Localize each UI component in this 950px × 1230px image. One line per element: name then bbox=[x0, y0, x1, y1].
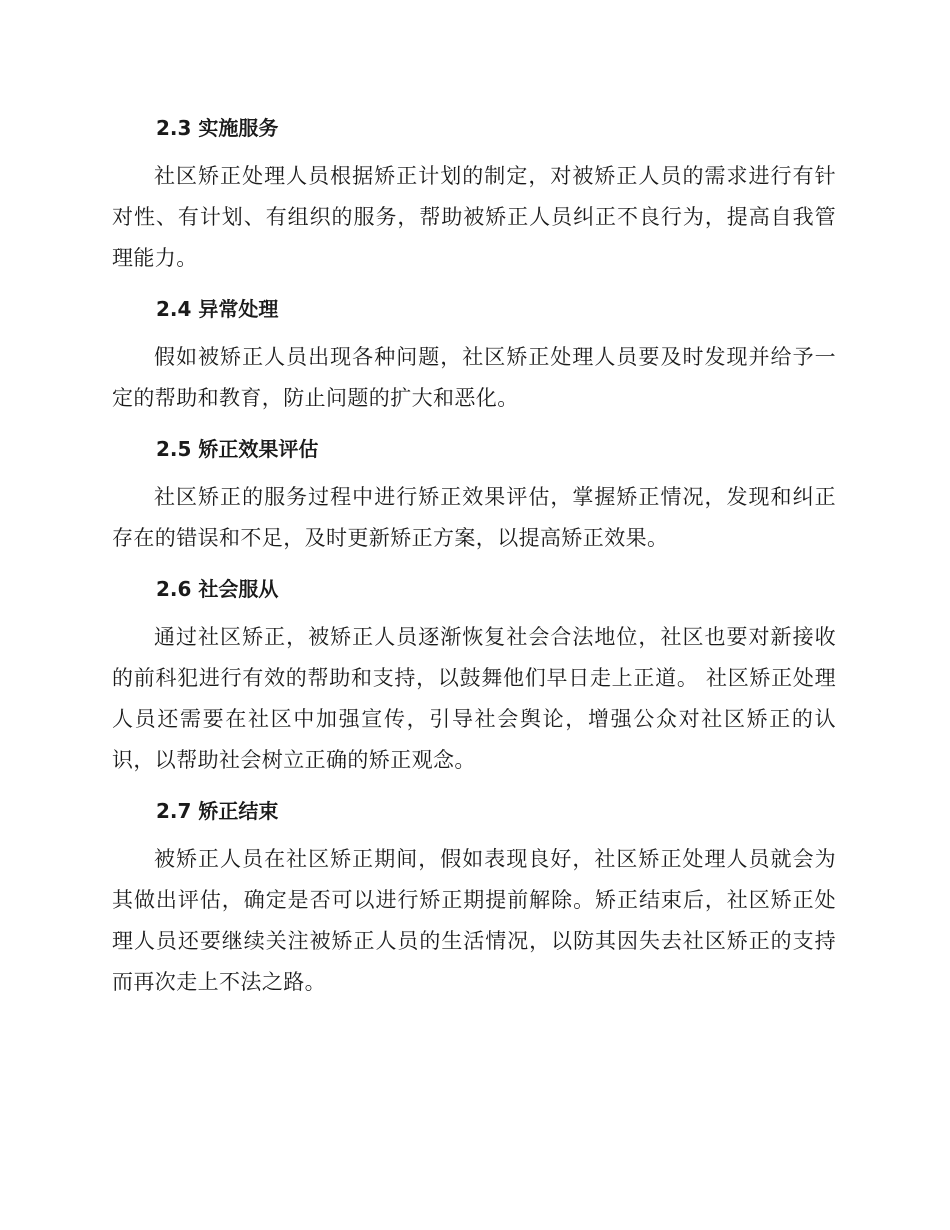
section-heading: 2.7 矫正结束 bbox=[156, 799, 279, 823]
section-2-7 bbox=[112, 791, 836, 1003]
section-paragraph: 被矫正人员在社区矫正期间，假如表现良好，社区矫正处理人员就会为其做出评估，确定是否可以进行矫正期提前解除。矫正结束后，社区矫正处理人员还要继续关注被矫正人员的生活情况，以防其因失去社区矫正的支持而再次走上不法之路。 bbox=[112, 847, 836, 994]
section-2-6 bbox=[112, 569, 836, 781]
section-heading: 2.3 实施服务 bbox=[156, 116, 279, 140]
section-heading: 2.4 异常处理 bbox=[156, 297, 279, 321]
section-2-4 bbox=[112, 289, 836, 419]
section-2-3 bbox=[112, 108, 836, 279]
section-paragraph: 社区矫正的服务过程中进行矫正效果评估，掌握矫正情况，发现和纠正存在的错误和不足，及时更新矫正方案，以提高矫正效果。 bbox=[112, 485, 836, 550]
section-heading: 2.5 矫正效果评估 bbox=[156, 437, 319, 461]
section-paragraph: 通过社区矫正，被矫正人员逐渐恢复社会合法地位，社区也要对新接收的前科犯进行有效的帮助和支持，以鼓舞他们早日走上正道。 社区矫正处理人员还需要在社区中加强宣传，引导社会舆论，增强公众对社区矫正的认识，以帮助社会树立正确的矫正观念。 bbox=[112, 625, 836, 772]
section-paragraph: 社区矫正处理人员根据矫正计划的制定，对被矫正人员的需求进行有针对性、有计划、有组织的服务，帮助被矫正人员纠正不良行为，提高自我管理能力。 bbox=[112, 164, 836, 270]
section-2-5 bbox=[112, 429, 836, 559]
section-paragraph: 假如被矫正人员出现各种问题，社区矫正处理人员要及时发现并给予一定的帮助和教育，防止问题的扩大和恶化。 bbox=[112, 345, 836, 410]
document-page bbox=[112, 108, 836, 1013]
section-heading: 2.6 社会服从 bbox=[156, 577, 279, 601]
